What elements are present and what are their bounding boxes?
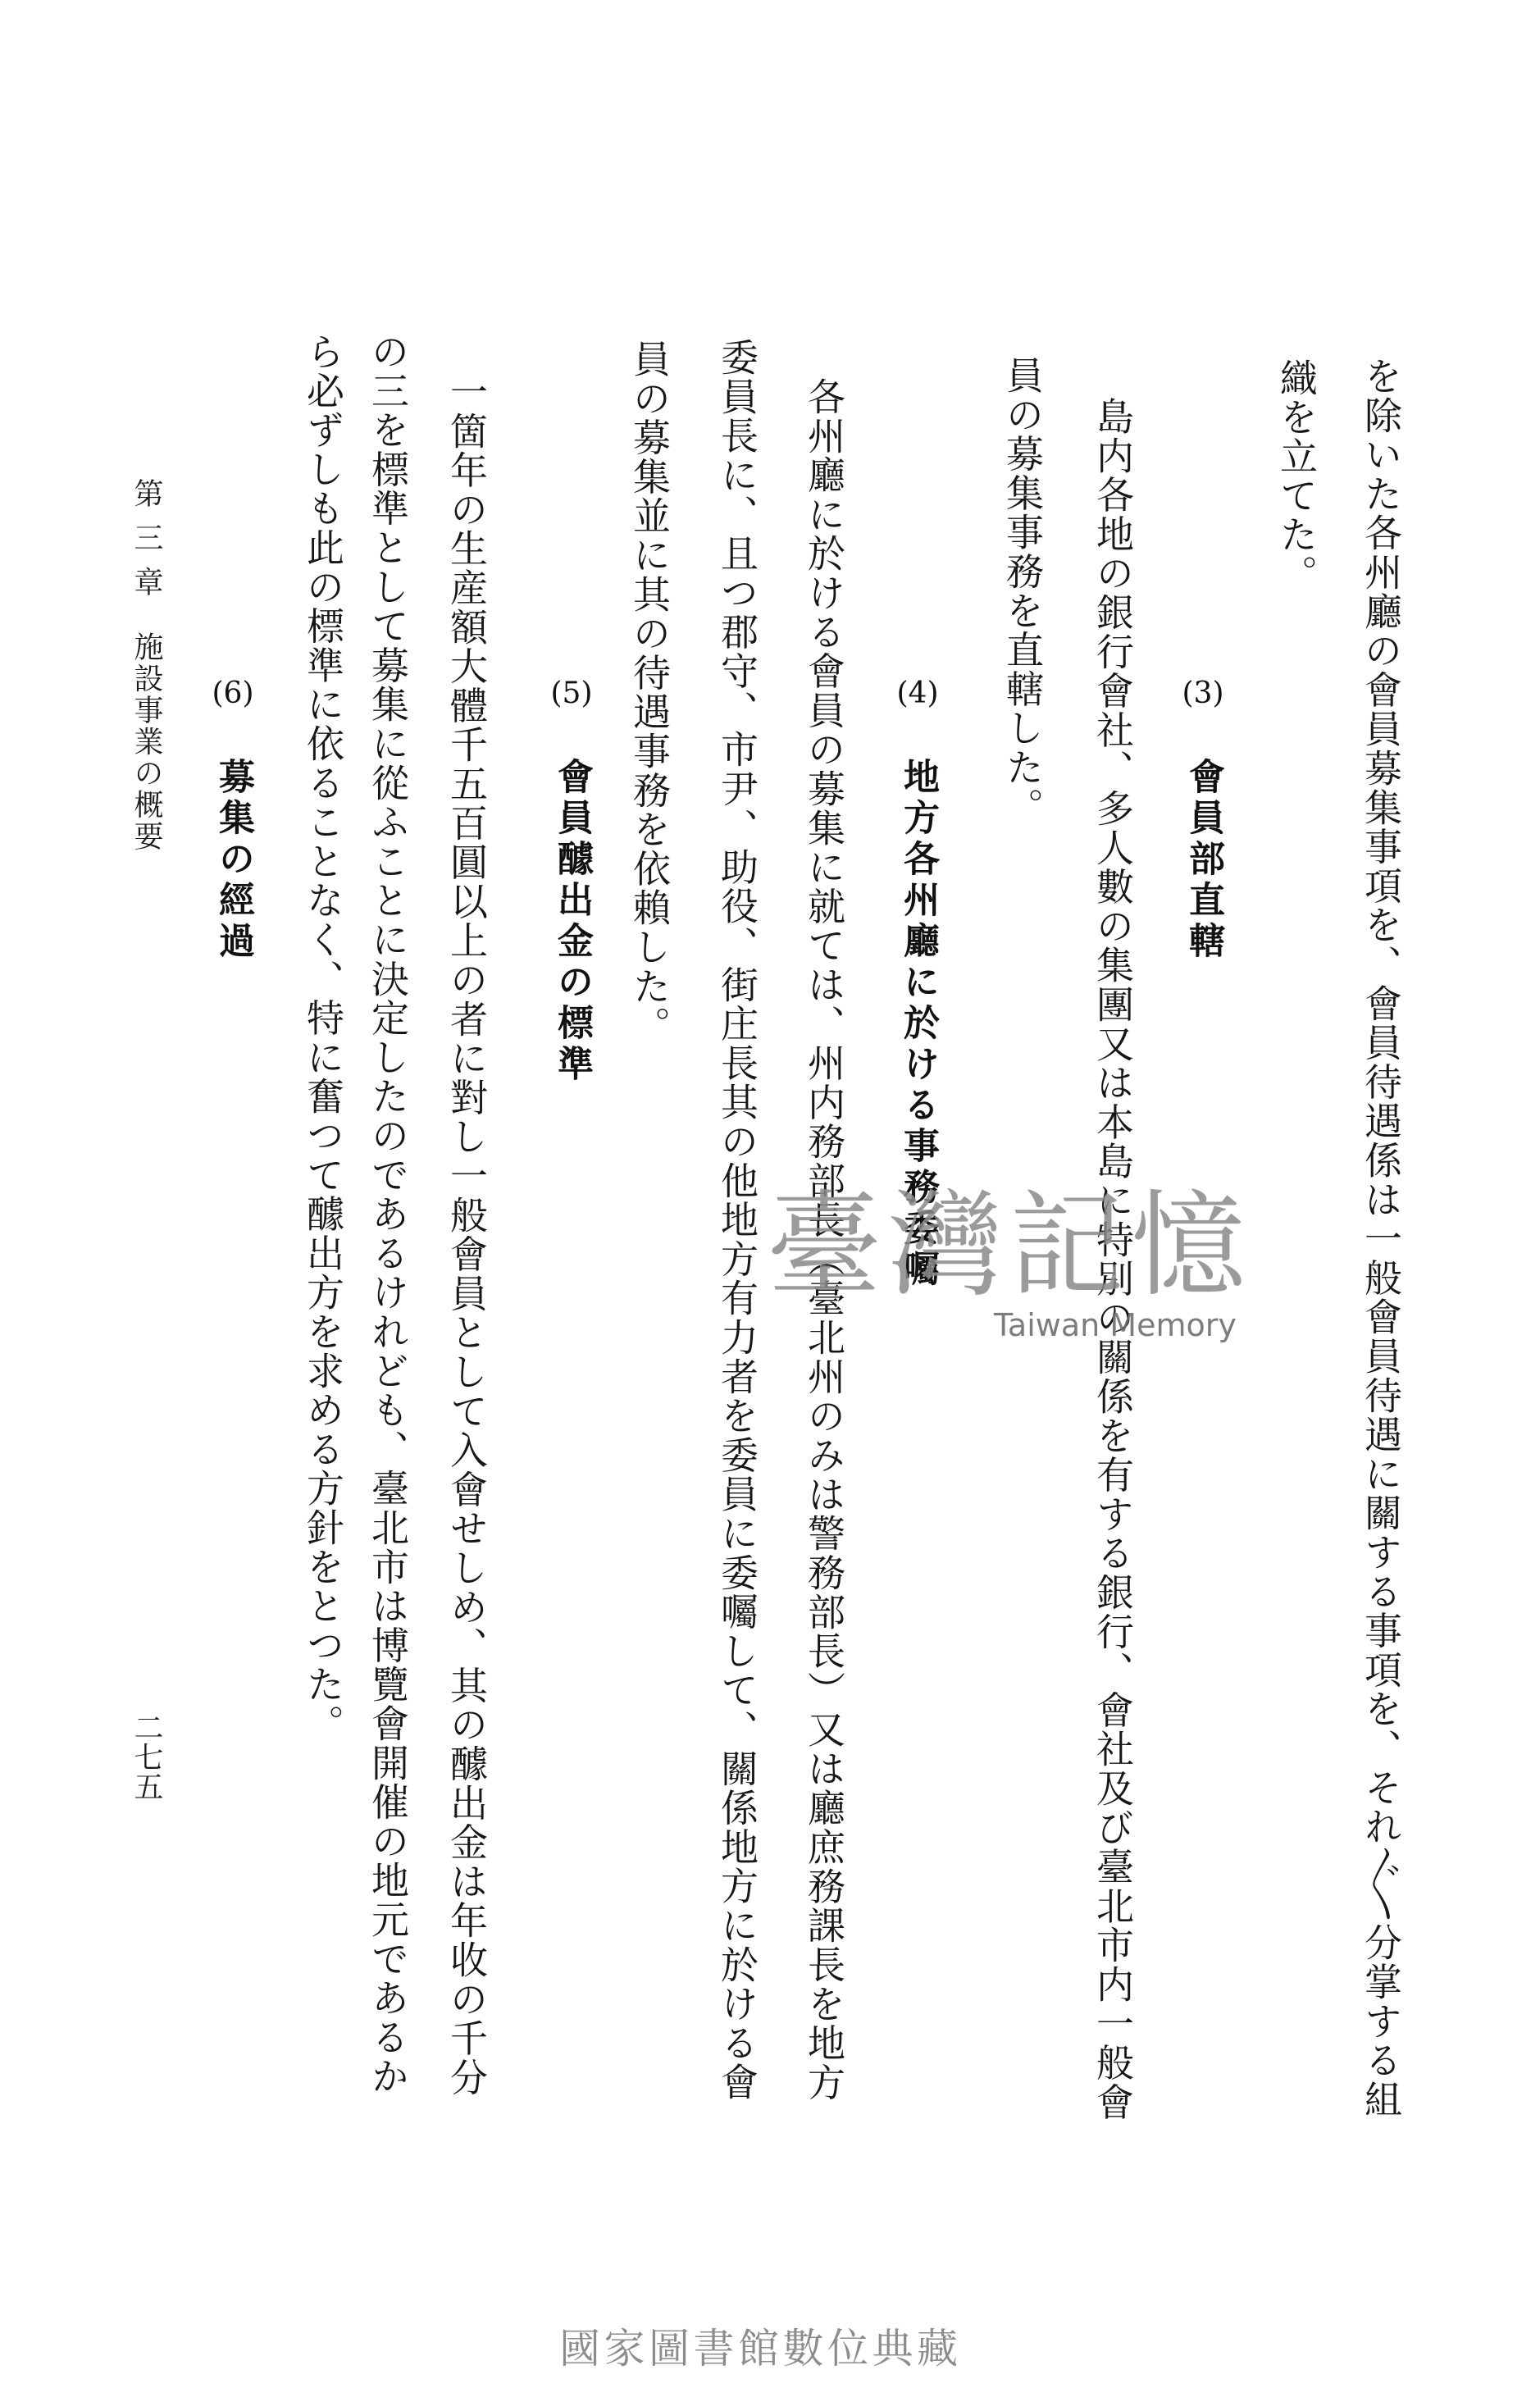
section-heading: 地方各州廳に於ける事務委囑 [897,758,939,1291]
chapter-label: 第三章 [130,478,163,611]
page-number: 二七五 [130,1712,163,1801]
watermark-logo-subtitle: Taiwan Memory [994,1307,1237,1343]
text-line: を除いた各州廳の會員募集事項を、會員待遇係は一般會員待遇に關する事項を、それ〴〵分掌する組 [1359,357,1403,2120]
section-number: (3) [1182,677,1224,710]
section-number: (4) [896,677,939,710]
text-line: 織を立てた。 [1274,358,1319,594]
text-line: の三を標準として募集に從ふことに決定したのであるけれども、臺北市は博覽會開催の地元であるか [366,332,410,2096]
text-line: 島内各地の銀行會社、多人數の集團又は本島に特別の關係を有する銀行、會社及び臺北市内一般會 [1091,397,1135,2122]
text-line: 一箇年の生産額大體千五百圓以上の者に對し一般會員として入會せしめ、其の醵出金は年收の千分 [444,372,489,2098]
text-line: 員の募集事務を直轄した。 [1000,356,1045,827]
text-line: 各州廳に於ける會員の募集に就ては、州内務部長（臺北州のみは警務部長）又は廳庶務課長を地方 [802,377,846,2103]
section-heading: 會員醵出金の標準 [551,758,593,1086]
text-line: 委員長に、且つ郡守、市尹、助役、街庄長其の他地方有力者を委員に委囑して、關係地方に於ける會 [715,338,759,2102]
watermark-logo-text: 臺灣記憶 [767,1179,1253,1313]
chapter-title: 施設事業の概要 [130,631,163,853]
section-heading: 募集の經過 [212,758,254,963]
text-line: ら必ずしも此の標準に依ることなく、特に奮つて醵出方を求める方針をとつた。 [301,332,345,1743]
watermark-footer: 國家圖書館數位典藏 [559,2325,962,2372]
section-number: (5) [550,677,593,710]
text-line: 員の募集並に其の待遇事務を依賴した。 [627,340,672,1046]
section-number: (6) [212,677,254,710]
section-heading: 會員部直轄 [1182,758,1224,963]
